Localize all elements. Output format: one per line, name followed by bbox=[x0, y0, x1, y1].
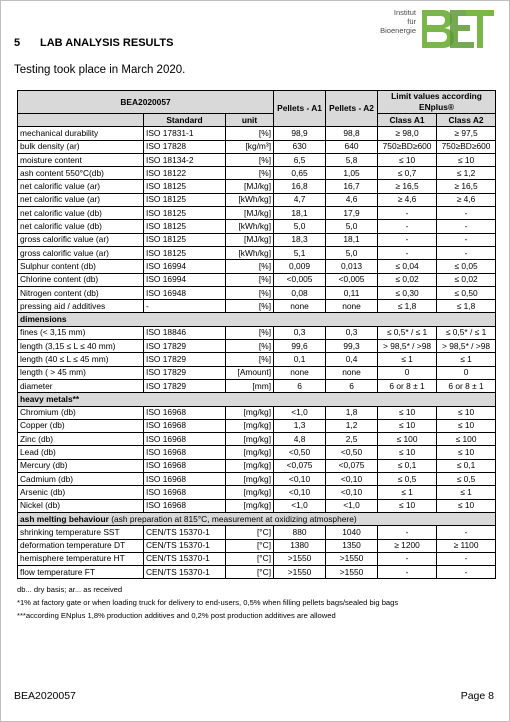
limit-a2-cell: ≤ 10 bbox=[437, 406, 496, 419]
limit-a2-cell: ≤ 100 bbox=[437, 433, 496, 446]
parameter-cell: Zinc (db) bbox=[18, 433, 144, 446]
parameter-cell: net calorific value (ar) bbox=[18, 193, 144, 206]
parameter-cell: moisture content bbox=[18, 153, 144, 166]
value-a2-cell: >1550 bbox=[326, 552, 378, 565]
table-row bbox=[18, 260, 496, 273]
section-title-cell bbox=[18, 512, 496, 525]
section-row bbox=[18, 512, 496, 525]
parameter-cell: shrinking temperature SST bbox=[18, 526, 144, 539]
limit-a1-cell: ≤ 10 bbox=[378, 446, 437, 459]
value-a1-cell: <1,0 bbox=[274, 499, 326, 512]
value-a1-cell: <0,50 bbox=[274, 446, 326, 459]
institute-logo bbox=[356, 6, 496, 52]
table-row bbox=[18, 153, 496, 166]
section-subtitle: (ash preparation at 815°C, measurement at oxidizing atmosphere) bbox=[108, 513, 357, 524]
standard-cell: ISO 16968 bbox=[144, 433, 226, 446]
parameter-cell: bulk density (ar) bbox=[18, 140, 144, 153]
value-a1-cell: 18,1 bbox=[274, 207, 326, 220]
value-a1-cell: 99,6 bbox=[274, 340, 326, 353]
unit-cell: [mg/kg] bbox=[226, 406, 274, 419]
standard-cell: ISO 16994 bbox=[144, 273, 226, 286]
limit-a1-cell: ≤ 0,30 bbox=[378, 286, 437, 299]
limit-a2-cell: ≤ 10 bbox=[437, 499, 496, 512]
standard-cell: CEN/TS 15370-1 bbox=[144, 552, 226, 565]
limit-a2-cell: ≤ 1,8 bbox=[437, 300, 496, 313]
class-a2-header: Class A2 bbox=[437, 114, 496, 127]
unit-cell: [°C] bbox=[226, 552, 274, 565]
value-a2-cell: 0,4 bbox=[326, 353, 378, 366]
standard-cell: ISO 16968 bbox=[144, 446, 226, 459]
table-row bbox=[18, 220, 496, 233]
standard-cell: CEN/TS 15370-1 bbox=[144, 526, 226, 539]
limit-a2-cell: - bbox=[437, 246, 496, 259]
value-a2-cell: 640 bbox=[326, 140, 378, 153]
parameter-cell: flow temperature FT bbox=[18, 566, 144, 579]
unit-cell: [%] bbox=[226, 167, 274, 180]
standard-cell: ISO 18125 bbox=[144, 207, 226, 220]
parameter-cell: Mercury (db) bbox=[18, 459, 144, 472]
standard-cell: ISO 17829 bbox=[144, 366, 226, 379]
limit-a2-cell: - bbox=[437, 233, 496, 246]
limit-a2-cell: ≤ 0,5* / ≤ 1 bbox=[437, 326, 496, 339]
value-a1-cell: 0,08 bbox=[274, 286, 326, 299]
parameter-cell: diameter bbox=[18, 379, 144, 392]
section-title: LAB ANALYSIS RESULTS bbox=[40, 37, 174, 49]
value-a2-cell: none bbox=[326, 366, 378, 379]
footer-document-id: BEA2020057 bbox=[14, 690, 76, 702]
limit-a2-cell: ≤ 0,1 bbox=[437, 459, 496, 472]
parameter-cell: Chromium (db) bbox=[18, 406, 144, 419]
unit-cell: [%] bbox=[226, 127, 274, 140]
parameter-cell: fines (< 3,15 mm) bbox=[18, 326, 144, 339]
limit-a1-cell: ≤ 10 bbox=[378, 153, 437, 166]
limit-a1-cell: 750≥BD≥600 bbox=[378, 140, 437, 153]
limit-a1-cell: ≤ 0,04 bbox=[378, 260, 437, 273]
unit-cell: [%] bbox=[226, 286, 274, 299]
standard-cell: ISO 18122 bbox=[144, 167, 226, 180]
standard-cell: ISO 17829 bbox=[144, 353, 226, 366]
standard-cell: CEN/TS 15370-1 bbox=[144, 566, 226, 579]
unit-cell: [MJ/kg] bbox=[226, 207, 274, 220]
value-a2-cell: <0,005 bbox=[326, 273, 378, 286]
value-a2-cell: <0,10 bbox=[326, 473, 378, 486]
section-number: 5 bbox=[14, 37, 21, 49]
logo-line-2: für bbox=[407, 17, 416, 26]
table-row bbox=[18, 273, 496, 286]
limit-a1-cell: ≤ 100 bbox=[378, 433, 437, 446]
parameter-cell: length ( > 45 mm) bbox=[18, 366, 144, 379]
limit-a2-cell: 750≥BD≥600 bbox=[437, 140, 496, 153]
value-a2-cell: 1,8 bbox=[326, 406, 378, 419]
limit-a1-cell: ≥ 4,6 bbox=[378, 193, 437, 206]
value-a1-cell: 6,5 bbox=[274, 153, 326, 166]
parameter-cell: Sulphur content (db) bbox=[18, 260, 144, 273]
standard-cell: ISO 17831-1 bbox=[144, 127, 226, 140]
parameter-cell: net calorific value (db) bbox=[18, 207, 144, 220]
parameter-cell: gross calorific value (ar) bbox=[18, 246, 144, 259]
standard-cell: ISO 16948 bbox=[144, 286, 226, 299]
section-heading bbox=[14, 37, 173, 49]
unit-cell: [Amount] bbox=[226, 366, 274, 379]
unit-cell: [°C] bbox=[226, 526, 274, 539]
table-row bbox=[18, 286, 496, 299]
results-table bbox=[17, 90, 496, 579]
limit-a1-cell: - bbox=[378, 552, 437, 565]
standard-cell: ISO 16968 bbox=[144, 459, 226, 472]
empty-header-cell bbox=[18, 114, 144, 127]
standard-cell: ISO 16968 bbox=[144, 473, 226, 486]
value-a1-cell: 1,3 bbox=[274, 419, 326, 432]
limit-a1-cell: ≤ 0,7 bbox=[378, 167, 437, 180]
parameter-cell: length (40 ≤ L ≤ 45 mm) bbox=[18, 353, 144, 366]
limit-a1-cell: ≤ 10 bbox=[378, 499, 437, 512]
limit-a2-cell: ≤ 10 bbox=[437, 153, 496, 166]
parameter-cell: net calorific value (db) bbox=[18, 220, 144, 233]
table-row bbox=[18, 539, 496, 552]
value-a1-cell: 4,8 bbox=[274, 433, 326, 446]
value-a1-cell: 5,0 bbox=[274, 220, 326, 233]
limit-a2-cell: ≤ 1,2 bbox=[437, 167, 496, 180]
unit-cell: [mg/kg] bbox=[226, 473, 274, 486]
standard-cell: ISO 18125 bbox=[144, 220, 226, 233]
table-row bbox=[18, 406, 496, 419]
unit-cell: [kWh/kg] bbox=[226, 193, 274, 206]
limit-a1-cell: ≤ 0,1 bbox=[378, 459, 437, 472]
unit-cell: [mg/kg] bbox=[226, 486, 274, 499]
table-row bbox=[18, 353, 496, 366]
value-a1-cell: >1550 bbox=[274, 566, 326, 579]
limit-a1-cell: ≥ 1200 bbox=[378, 539, 437, 552]
limit-a1-cell: ≥ 16,5 bbox=[378, 180, 437, 193]
value-a2-cell: 1,2 bbox=[326, 419, 378, 432]
limit-a1-cell: ≥ 98,0 bbox=[378, 127, 437, 140]
section-title: dimensions bbox=[20, 314, 67, 325]
value-a2-cell: 18,1 bbox=[326, 233, 378, 246]
table-row bbox=[18, 419, 496, 432]
table-row bbox=[18, 207, 496, 220]
value-a2-cell: none bbox=[326, 300, 378, 313]
logo-line-1: Institut bbox=[393, 8, 416, 17]
intro-text: Testing took place in March 2020. bbox=[14, 64, 186, 76]
table-row bbox=[18, 526, 496, 539]
section-row bbox=[18, 393, 496, 406]
table-row bbox=[18, 499, 496, 512]
value-a2-cell: 16,7 bbox=[326, 180, 378, 193]
limit-a2-cell: - bbox=[437, 220, 496, 233]
table-row bbox=[18, 167, 496, 180]
value-a2-cell: 4,6 bbox=[326, 193, 378, 206]
value-a2-cell: 99,3 bbox=[326, 340, 378, 353]
table-row bbox=[18, 459, 496, 472]
logo-text bbox=[356, 8, 416, 35]
standard-cell: ISO 17829 bbox=[144, 379, 226, 392]
logo-line-3: Bioenergie bbox=[380, 26, 416, 35]
standard-cell: ISO 16968 bbox=[144, 486, 226, 499]
value-a2-cell: <1,0 bbox=[326, 499, 378, 512]
section-title: heavy metals** bbox=[20, 393, 80, 404]
limit-a1-cell: ≤ 1 bbox=[378, 486, 437, 499]
value-a2-cell: 0,013 bbox=[326, 260, 378, 273]
class-a1-header: Class A1 bbox=[378, 114, 437, 127]
parameter-cell: Copper (db) bbox=[18, 419, 144, 432]
standard-cell: ISO 17828 bbox=[144, 140, 226, 153]
footnotes bbox=[17, 583, 398, 622]
unit-cell: [kWh/kg] bbox=[226, 220, 274, 233]
standard-cell: ISO 16968 bbox=[144, 419, 226, 432]
value-a1-cell: <0,005 bbox=[274, 273, 326, 286]
unit-cell: [%] bbox=[226, 153, 274, 166]
value-a1-cell: 0,009 bbox=[274, 260, 326, 273]
value-a1-cell: <0,10 bbox=[274, 473, 326, 486]
value-a2-cell: 5,0 bbox=[326, 246, 378, 259]
standard-cell: CEN/TS 15370-1 bbox=[144, 539, 226, 552]
unit-cell: [%] bbox=[226, 300, 274, 313]
parameter-cell: Nitrogen content (db) bbox=[18, 286, 144, 299]
standard-header: Standard bbox=[144, 114, 226, 127]
value-a2-cell: 17,9 bbox=[326, 207, 378, 220]
unit-cell: [°C] bbox=[226, 566, 274, 579]
unit-cell: [%] bbox=[226, 260, 274, 273]
section-title-cell bbox=[18, 313, 496, 326]
parameter-cell: length (3,15 ≤ L ≤ 40 mm) bbox=[18, 340, 144, 353]
section-title: ash melting behaviour bbox=[20, 513, 109, 524]
table-row bbox=[18, 300, 496, 313]
limit-a1-cell: - bbox=[378, 233, 437, 246]
table-row bbox=[18, 193, 496, 206]
value-a2-cell: 6 bbox=[326, 379, 378, 392]
parameter-cell: mechanical durability bbox=[18, 127, 144, 140]
limit-a1-cell: ≤ 0,5* / ≤ 1 bbox=[378, 326, 437, 339]
value-a2-cell: 1350 bbox=[326, 539, 378, 552]
limit-a2-cell: - bbox=[437, 566, 496, 579]
table-row bbox=[18, 473, 496, 486]
limit-a2-cell: ≤ 0,50 bbox=[437, 286, 496, 299]
unit-cell: [mg/kg] bbox=[226, 419, 274, 432]
table-row bbox=[18, 180, 496, 193]
section-row bbox=[18, 313, 496, 326]
table-row bbox=[18, 233, 496, 246]
standard-cell: ISO 18125 bbox=[144, 193, 226, 206]
limit-a1-cell: 0 bbox=[378, 366, 437, 379]
value-a1-cell: 0,65 bbox=[274, 167, 326, 180]
limit-a1-cell: ≤ 0,02 bbox=[378, 273, 437, 286]
limit-a2-cell: ≤ 1 bbox=[437, 353, 496, 366]
unit-cell: [MJ/kg] bbox=[226, 233, 274, 246]
table-row bbox=[18, 340, 496, 353]
standard-cell: ISO 17829 bbox=[144, 340, 226, 353]
parameter-cell: Cadmium (db) bbox=[18, 473, 144, 486]
value-a1-cell: 880 bbox=[274, 526, 326, 539]
limit-a2-cell: ≥ 1100 bbox=[437, 539, 496, 552]
limit-a1-cell: ≤ 1,8 bbox=[378, 300, 437, 313]
parameter-cell: gross calorific value (ar) bbox=[18, 233, 144, 246]
limit-a2-cell: 6 or 8 ± 1 bbox=[437, 379, 496, 392]
value-a2-cell: 1040 bbox=[326, 526, 378, 539]
value-a1-cell: 1380 bbox=[274, 539, 326, 552]
unit-cell: [%] bbox=[226, 340, 274, 353]
limit-a1-cell: - bbox=[378, 220, 437, 233]
unit-cell: [%] bbox=[226, 353, 274, 366]
value-a1-cell: 4,7 bbox=[274, 193, 326, 206]
parameter-cell: net calorific value (ar) bbox=[18, 180, 144, 193]
limit-a1-cell: > 98,5* / >98 bbox=[378, 340, 437, 353]
value-a2-cell: 5,0 bbox=[326, 220, 378, 233]
value-a2-cell: 5,8 bbox=[326, 153, 378, 166]
unit-cell: [mg/kg] bbox=[226, 499, 274, 512]
value-a2-cell: <0,50 bbox=[326, 446, 378, 459]
table-row bbox=[18, 552, 496, 565]
limit-a2-cell: ≤ 0,02 bbox=[437, 273, 496, 286]
value-a2-cell: <0,075 bbox=[326, 459, 378, 472]
limit-a2-cell: ≥ 16,5 bbox=[437, 180, 496, 193]
table-row bbox=[18, 366, 496, 379]
results-table-body bbox=[18, 127, 496, 579]
limit-a1-cell: ≤ 10 bbox=[378, 419, 437, 432]
standard-cell: ISO 16994 bbox=[144, 260, 226, 273]
parameter-cell: hemisphere temperature HT bbox=[18, 552, 144, 565]
limit-a2-cell: ≤ 0,5 bbox=[437, 473, 496, 486]
value-a2-cell: 0,3 bbox=[326, 326, 378, 339]
value-a2-cell: 0,11 bbox=[326, 286, 378, 299]
limit-a1-cell: ≤ 0,5 bbox=[378, 473, 437, 486]
unit-cell: [kg/m³] bbox=[226, 140, 274, 153]
limit-a2-cell: - bbox=[437, 207, 496, 220]
parameter-cell: Chlorine content (db) bbox=[18, 273, 144, 286]
standard-cell: - bbox=[144, 300, 226, 313]
limit-a1-cell: - bbox=[378, 207, 437, 220]
table-row bbox=[18, 446, 496, 459]
unit-cell: [mg/kg] bbox=[226, 433, 274, 446]
table-row bbox=[18, 127, 496, 140]
limit-a2-cell: ≤ 1 bbox=[437, 486, 496, 499]
standard-cell: ISO 18134-2 bbox=[144, 153, 226, 166]
limit-a2-cell: 0 bbox=[437, 366, 496, 379]
limit-a1-cell: - bbox=[378, 566, 437, 579]
value-a1-cell: 6 bbox=[274, 379, 326, 392]
standard-cell: ISO 18125 bbox=[144, 233, 226, 246]
value-a1-cell: 630 bbox=[274, 140, 326, 153]
section-title-cell bbox=[18, 393, 496, 406]
value-a1-cell: <0,10 bbox=[274, 486, 326, 499]
value-a1-cell: 0,1 bbox=[274, 353, 326, 366]
value-a1-cell: <1,0 bbox=[274, 406, 326, 419]
parameter-cell: deformation temperature DT bbox=[18, 539, 144, 552]
unit-cell: [%] bbox=[226, 326, 274, 339]
unit-cell: [mm] bbox=[226, 379, 274, 392]
parameter-cell: Arsenic (db) bbox=[18, 486, 144, 499]
value-a1-cell: 5,1 bbox=[274, 246, 326, 259]
limit-a2-cell: ≤ 0,05 bbox=[437, 260, 496, 273]
table-row bbox=[18, 566, 496, 579]
value-a2-cell: >1550 bbox=[326, 566, 378, 579]
unit-cell: [mg/kg] bbox=[226, 459, 274, 472]
footnote-additives: ***according ENplus 1,8% production additives and 0,2% post production additives are allowed bbox=[17, 611, 336, 620]
value-a1-cell: none bbox=[274, 366, 326, 379]
limit-a1-cell: ≤ 10 bbox=[378, 406, 437, 419]
value-a2-cell: 2,5 bbox=[326, 433, 378, 446]
limit-a2-cell: ≤ 10 bbox=[437, 446, 496, 459]
standard-cell: ISO 16968 bbox=[144, 499, 226, 512]
standard-cell: ISO 18846 bbox=[144, 326, 226, 339]
limit-a1-cell: - bbox=[378, 526, 437, 539]
value-a1-cell: 98,9 bbox=[274, 127, 326, 140]
table-id-header: BEA2020057 bbox=[18, 91, 274, 114]
unit-cell: [%] bbox=[226, 273, 274, 286]
pellets-a2-header: Pellets - A2 bbox=[326, 91, 378, 127]
value-a2-cell: 98,8 bbox=[326, 127, 378, 140]
pellets-a1-header: Pellets - A1 bbox=[274, 91, 326, 127]
unit-cell: [°C] bbox=[226, 539, 274, 552]
footer-page-number: Page 8 bbox=[460, 690, 494, 702]
footnote-fines: *1% at factory gate or when loading truck for delivery to end-users, 0,5% when filling pellets bags/sealed big bags bbox=[17, 598, 399, 607]
table-row bbox=[18, 326, 496, 339]
limit-a2-cell: > 98,5* / >98 bbox=[437, 340, 496, 353]
parameter-cell: pressing aid / additives bbox=[18, 300, 144, 313]
standard-cell: ISO 18125 bbox=[144, 246, 226, 259]
logo-mark-icon bbox=[420, 6, 496, 52]
value-a1-cell: <0,075 bbox=[274, 459, 326, 472]
unit-header: unit bbox=[226, 114, 274, 127]
limit-a2-cell: - bbox=[437, 552, 496, 565]
value-a1-cell: >1550 bbox=[274, 552, 326, 565]
value-a1-cell: none bbox=[274, 300, 326, 313]
limit-a2-cell: - bbox=[437, 526, 496, 539]
standard-cell: ISO 16968 bbox=[144, 406, 226, 419]
limit-a2-cell: ≤ 10 bbox=[437, 419, 496, 432]
value-a1-cell: 18,3 bbox=[274, 233, 326, 246]
table-row bbox=[18, 379, 496, 392]
value-a1-cell: 16,8 bbox=[274, 180, 326, 193]
parameter-cell: Lead (db) bbox=[18, 446, 144, 459]
limit-a1-cell: ≤ 1 bbox=[378, 353, 437, 366]
table-row bbox=[18, 486, 496, 499]
value-a2-cell: <0,10 bbox=[326, 486, 378, 499]
unit-cell: [MJ/kg] bbox=[226, 180, 274, 193]
table-row bbox=[18, 246, 496, 259]
value-a1-cell: 0,3 bbox=[274, 326, 326, 339]
table-row bbox=[18, 433, 496, 446]
parameter-cell: Nickel (db) bbox=[18, 499, 144, 512]
limit-a1-cell: - bbox=[378, 246, 437, 259]
value-a2-cell: 1,05 bbox=[326, 167, 378, 180]
unit-cell: [kWh/kg] bbox=[226, 246, 274, 259]
parameter-cell: ash content 550°C(db) bbox=[18, 167, 144, 180]
limit-a1-cell: 6 or 8 ± 1 bbox=[378, 379, 437, 392]
table-row bbox=[18, 140, 496, 153]
limit-a2-cell: ≥ 97,5 bbox=[437, 127, 496, 140]
standard-cell: ISO 18125 bbox=[144, 180, 226, 193]
limit-values-header: Limit values according ENplus® bbox=[378, 91, 496, 114]
footnote-abbreviations: db... dry basis; ar... as received bbox=[17, 585, 123, 594]
unit-cell: [mg/kg] bbox=[226, 446, 274, 459]
limit-a2-cell: ≥ 4,6 bbox=[437, 193, 496, 206]
